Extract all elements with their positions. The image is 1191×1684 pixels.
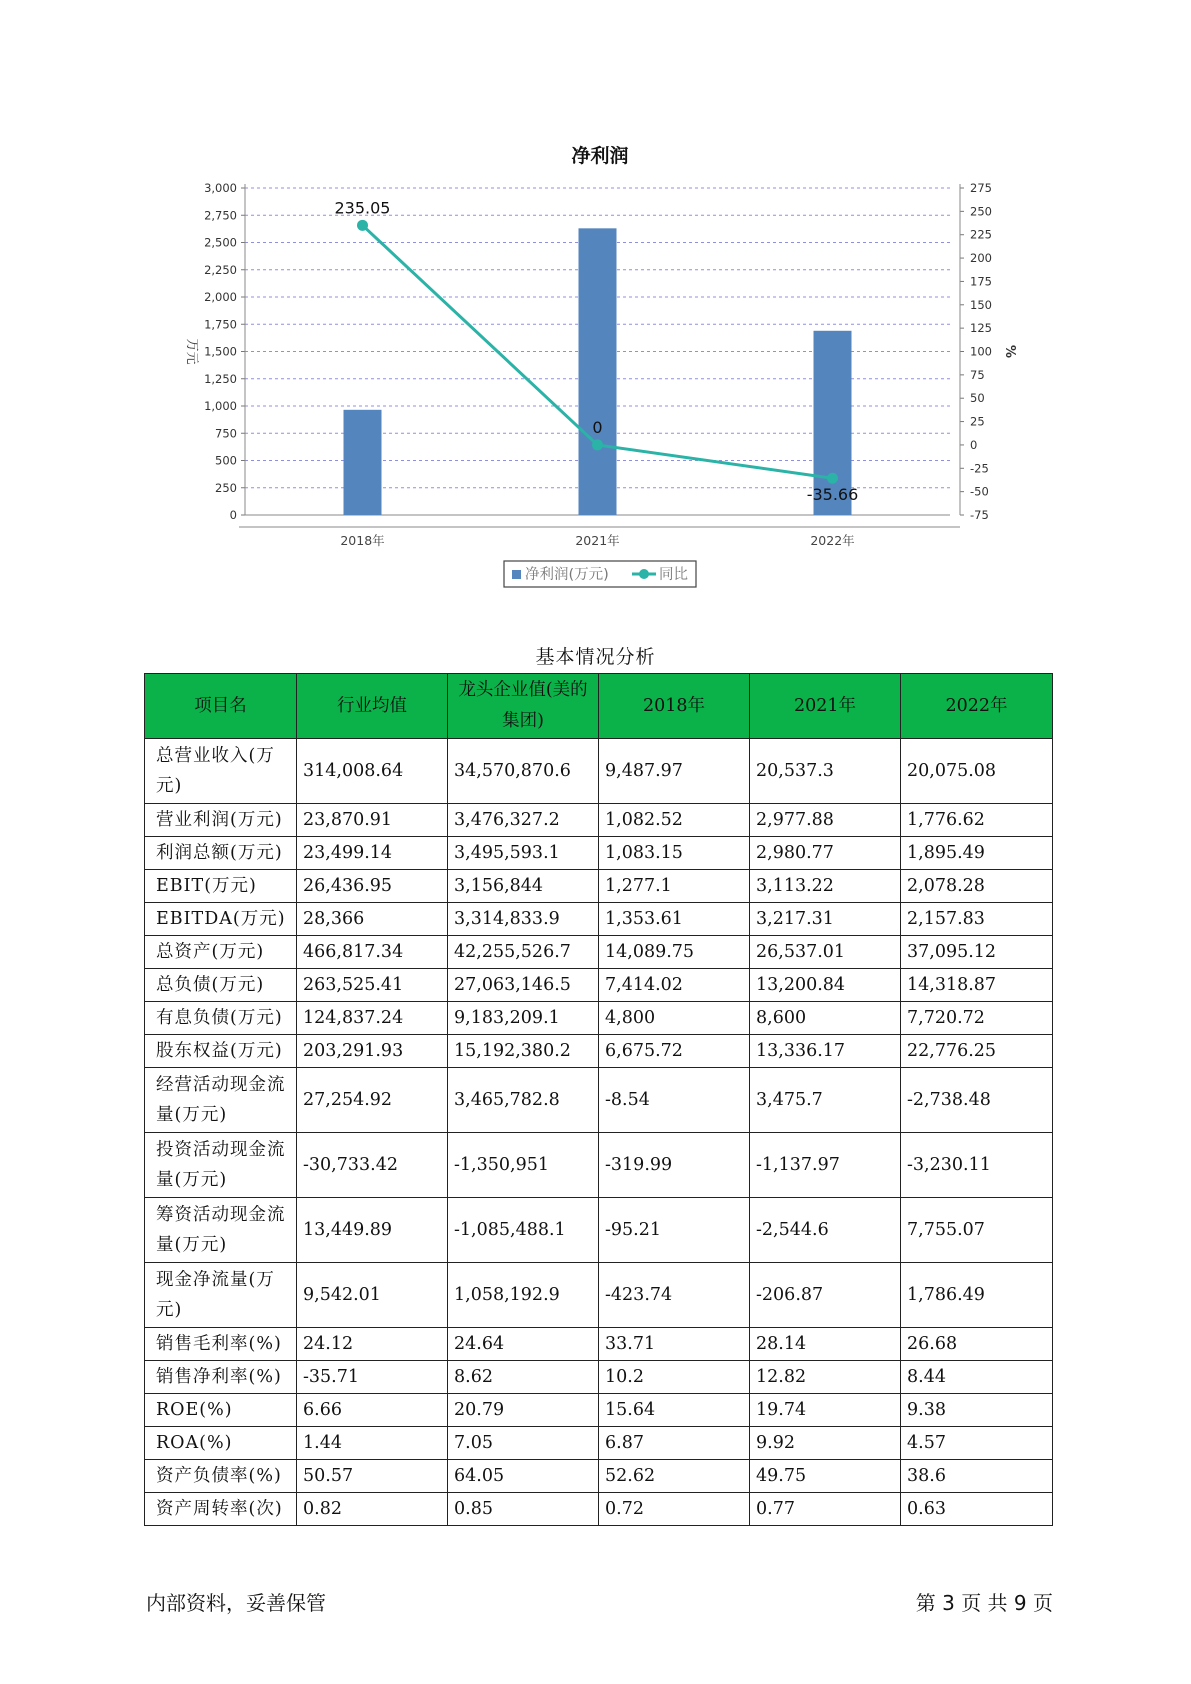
- table-row: [145, 837, 1053, 870]
- value-cell: 26,537.01: [750, 936, 901, 969]
- value-cell: -2,738.48: [901, 1068, 1053, 1133]
- bar: [344, 410, 382, 515]
- row-label-cell: 经营活动现金流量(万元): [145, 1068, 297, 1133]
- row-label-cell: 总资产(万元): [145, 936, 297, 969]
- value-cell: 7,720.72: [901, 1002, 1053, 1035]
- value-cell: 3,475.7: [750, 1068, 901, 1133]
- value-cell: 3,217.31: [750, 903, 901, 936]
- value-cell: 64.05: [448, 1460, 599, 1493]
- value-cell: 50.57: [297, 1460, 448, 1493]
- value-cell: 466,817.34: [297, 936, 448, 969]
- value-cell: 33.71: [599, 1328, 750, 1361]
- table-row: [145, 739, 1053, 804]
- row-label-cell: EBITDA(万元): [145, 903, 297, 936]
- table-row: [145, 1035, 1053, 1068]
- row-label-cell: 股东权益(万元): [145, 1035, 297, 1068]
- value-cell: -95.21: [599, 1198, 750, 1263]
- value-cell: 1.44: [297, 1427, 448, 1460]
- y2-tick-label: -50: [970, 484, 989, 499]
- table-row: [145, 870, 1053, 903]
- value-cell: 14,318.87: [901, 969, 1053, 1002]
- x-tick-label: 2021年: [575, 533, 620, 548]
- value-cell: 52.62: [599, 1460, 750, 1493]
- row-label-cell: 筹资活动现金流量(万元): [145, 1198, 297, 1263]
- value-cell: -423.74: [599, 1263, 750, 1328]
- value-cell: 14,089.75: [599, 936, 750, 969]
- table-row: [145, 1002, 1053, 1035]
- point-label: 0: [592, 417, 603, 437]
- value-cell: 23,870.91: [297, 804, 448, 837]
- row-label-cell: 投资活动现金流量(万元): [145, 1133, 297, 1198]
- value-cell: 13,200.84: [750, 969, 901, 1002]
- row-label-cell: 有息负债(万元): [145, 1002, 297, 1035]
- value-cell: 7,414.02: [599, 969, 750, 1002]
- header-2021: 2021年: [750, 674, 901, 739]
- value-cell: 1,786.49: [901, 1263, 1053, 1328]
- value-cell: 0.85: [448, 1493, 599, 1526]
- row-label-cell: 营业利润(万元): [145, 804, 297, 837]
- value-cell: 263,525.41: [297, 969, 448, 1002]
- row-label-cell: 资产周转率(次): [145, 1493, 297, 1526]
- value-cell: 34,570,870.6: [448, 739, 599, 804]
- value-cell: 3,314,833.9: [448, 903, 599, 936]
- row-label-cell: 销售毛利率(%): [145, 1328, 297, 1361]
- row-label-cell: 总营业收入(万元): [145, 739, 297, 804]
- table-row: [145, 969, 1053, 1002]
- value-cell: 9,542.01: [297, 1263, 448, 1328]
- header-2018: 2018年: [599, 674, 750, 739]
- point-label: -35.66: [806, 485, 859, 505]
- table-caption: 基本情况分析: [535, 646, 656, 668]
- y2-tick-label: -75: [970, 508, 989, 522]
- y2-tick-label: 175: [970, 274, 992, 289]
- value-cell: 26,436.95: [297, 870, 448, 903]
- value-cell: 1,083.15: [599, 837, 750, 870]
- value-cell: 9,183,209.1: [448, 1002, 599, 1035]
- header-industry-avg: 行业均值: [297, 674, 448, 739]
- value-cell: 3,476,327.2: [448, 804, 599, 837]
- y-tick-label: 1,000: [204, 399, 237, 413]
- y-tick-label: 1,250: [204, 371, 237, 386]
- y-tick-label: 3,000: [204, 181, 237, 195]
- value-cell: -35.71: [297, 1361, 448, 1394]
- value-cell: 10.2: [599, 1361, 750, 1394]
- row-label-cell: 利润总额(万元): [145, 837, 297, 870]
- value-cell: 12.82: [750, 1361, 901, 1394]
- value-cell: 38.6: [901, 1460, 1053, 1493]
- x-tick-label: 2022年: [810, 533, 855, 548]
- y2-tick-label: 225: [970, 227, 992, 242]
- footer-confidential-note: 内部资料，妥善保管: [146, 1591, 326, 1615]
- table-body: [145, 739, 1053, 1526]
- value-cell: 20,537.3: [750, 739, 901, 804]
- y-tick-label: 2,250: [204, 262, 237, 277]
- table-row: [145, 1427, 1053, 1460]
- table-row: [145, 903, 1053, 936]
- y2-tick-label: 150: [970, 297, 992, 312]
- table-row: [145, 1328, 1053, 1361]
- value-cell: -1,350,951: [448, 1133, 599, 1198]
- y-tick-label: 1,750: [204, 317, 237, 332]
- y-tick-label: 2,000: [204, 290, 237, 304]
- analysis-table: [144, 673, 1053, 1526]
- y2-tick-label: -25: [970, 461, 989, 476]
- value-cell: 4,800: [599, 1002, 750, 1035]
- value-cell: 4.57: [901, 1427, 1053, 1460]
- header-2022: 2022年: [901, 674, 1053, 739]
- value-cell: 1,895.49: [901, 837, 1053, 870]
- table-header-row: [145, 674, 1053, 739]
- value-cell: 2,157.83: [901, 903, 1053, 936]
- value-cell: 0.77: [750, 1493, 901, 1526]
- y-tick-label: 0: [229, 508, 237, 522]
- y2-tick-label: 275: [970, 181, 992, 195]
- y2-tick-label: 25: [970, 414, 985, 429]
- table-row: [145, 1133, 1053, 1198]
- y2-tick-label: 100: [970, 344, 992, 359]
- value-cell: 1,277.1: [599, 870, 750, 903]
- table-row: [145, 1068, 1053, 1133]
- y2-axis-title: %: [1002, 344, 1017, 359]
- value-cell: 7.05: [448, 1427, 599, 1460]
- value-cell: 1,353.61: [599, 903, 750, 936]
- value-cell: 8,600: [750, 1002, 901, 1035]
- value-cell: 0.82: [297, 1493, 448, 1526]
- footer-page-number: 第 3 页 共 9 页: [915, 1591, 1053, 1615]
- value-cell: -2,544.6: [750, 1198, 901, 1263]
- table-row: [145, 1198, 1053, 1263]
- value-cell: 13,336.17: [750, 1035, 901, 1068]
- value-cell: 8.44: [901, 1361, 1053, 1394]
- value-cell: 3,113.22: [750, 870, 901, 903]
- table-row: [145, 1361, 1053, 1394]
- value-cell: 1,082.52: [599, 804, 750, 837]
- value-cell: 15.64: [599, 1394, 750, 1427]
- value-cell: 0.72: [599, 1493, 750, 1526]
- line-point: [592, 439, 603, 450]
- y-tick-label: 2,500: [204, 235, 237, 250]
- y2-tick-label: 200: [970, 251, 992, 266]
- value-cell: 6.87: [599, 1427, 750, 1460]
- y-tick-label: 750: [215, 426, 237, 441]
- value-cell: 23,499.14: [297, 837, 448, 870]
- value-cell: 13,449.89: [297, 1198, 448, 1263]
- value-cell: -8.54: [599, 1068, 750, 1133]
- table-row: [145, 1460, 1053, 1493]
- value-cell: 20,075.08: [901, 739, 1053, 804]
- x-tick-label: 2018年: [340, 533, 385, 548]
- value-cell: 26.68: [901, 1328, 1053, 1361]
- header-leader-value: 龙头企业值(美的集团): [448, 674, 599, 739]
- point-label: 235.05: [334, 198, 391, 218]
- value-cell: -30,733.42: [297, 1133, 448, 1198]
- row-label-cell: EBIT(万元): [145, 870, 297, 903]
- y-tick-label: 1,500: [204, 344, 237, 359]
- value-cell: 0.63: [901, 1493, 1053, 1526]
- row-label-cell: ROA(%): [145, 1427, 297, 1460]
- value-cell: 42,255,526.7: [448, 936, 599, 969]
- row-label-cell: ROE(%): [145, 1394, 297, 1427]
- value-cell: 27,254.92: [297, 1068, 448, 1133]
- header-item-name: 项目名: [145, 674, 297, 739]
- value-cell: 28.14: [750, 1328, 901, 1361]
- value-cell: 24.64: [448, 1328, 599, 1361]
- bar-series: [344, 228, 852, 515]
- value-cell: 203,291.93: [297, 1035, 448, 1068]
- y2-tick-label: 50: [970, 391, 985, 406]
- value-cell: 2,078.28: [901, 870, 1053, 903]
- value-cell: 3,156,844: [448, 870, 599, 903]
- table-row: [145, 1263, 1053, 1328]
- y2-tick-label: 0: [970, 437, 978, 452]
- value-cell: 2,980.77: [750, 837, 901, 870]
- legend-bar-label: 净利润(万元): [525, 567, 609, 583]
- value-cell: 24.12: [297, 1328, 448, 1361]
- line-point: [357, 220, 368, 231]
- row-label-cell: 总负债(万元): [145, 969, 297, 1002]
- row-label-cell: 现金净流量(万元): [145, 1263, 297, 1328]
- value-cell: 9.92: [750, 1427, 901, 1460]
- y-axis-title: 万元: [184, 338, 199, 365]
- value-cell: -3,230.11: [901, 1133, 1053, 1198]
- value-cell: 1,776.62: [901, 804, 1053, 837]
- table-row: [145, 936, 1053, 969]
- value-cell: 19.74: [750, 1394, 901, 1427]
- value-cell: 22,776.25: [901, 1035, 1053, 1068]
- row-label-cell: 销售净利率(%): [145, 1361, 297, 1394]
- value-cell: 6,675.72: [599, 1035, 750, 1068]
- value-cell: 27,063,146.5: [448, 969, 599, 1002]
- table-row: [145, 1493, 1053, 1526]
- y2-tick-label: 125: [970, 321, 992, 336]
- value-cell: 37,095.12: [901, 936, 1053, 969]
- value-cell: 124,837.24: [297, 1002, 448, 1035]
- table-row: [145, 1394, 1053, 1427]
- value-cell: -206.87: [750, 1263, 901, 1328]
- value-cell: -1,085,488.1: [448, 1198, 599, 1263]
- y-tick-label: 2,750: [204, 208, 237, 223]
- y-tick-label: 250: [215, 480, 237, 495]
- value-cell: 9,487.97: [599, 739, 750, 804]
- legend-line-marker: [639, 569, 649, 579]
- value-cell: 6.66: [297, 1394, 448, 1427]
- line-point: [827, 473, 838, 484]
- value-cell: -1,137.97: [750, 1133, 901, 1198]
- legend-bar-swatch: [512, 570, 521, 579]
- value-cell: 314,008.64: [297, 739, 448, 804]
- value-cell: 1,058,192.9: [448, 1263, 599, 1328]
- value-cell: 2,977.88: [750, 804, 901, 837]
- value-cell: 49.75: [750, 1460, 901, 1493]
- value-cell: 3,465,782.8: [448, 1068, 599, 1133]
- chart-legend: [504, 561, 696, 587]
- chart-title: 净利润: [571, 145, 629, 167]
- y2-tick-label: 250: [970, 204, 992, 219]
- row-label-cell: 资产负债率(%): [145, 1460, 297, 1493]
- table-row: [145, 804, 1053, 837]
- value-cell: 8.62: [448, 1361, 599, 1394]
- y-tick-label: 500: [215, 453, 237, 468]
- value-cell: 28,366: [297, 903, 448, 936]
- value-cell: 9.38: [901, 1394, 1053, 1427]
- net-profit-chart: [0, 0, 1191, 600]
- legend-line-label: 同比: [659, 567, 688, 583]
- value-cell: 15,192,380.2: [448, 1035, 599, 1068]
- value-cell: 3,495,593.1: [448, 837, 599, 870]
- value-cell: -319.99: [599, 1133, 750, 1198]
- y2-tick-label: 75: [970, 367, 985, 382]
- bar: [579, 228, 617, 515]
- value-cell: 7,755.07: [901, 1198, 1053, 1263]
- value-cell: 20.79: [448, 1394, 599, 1427]
